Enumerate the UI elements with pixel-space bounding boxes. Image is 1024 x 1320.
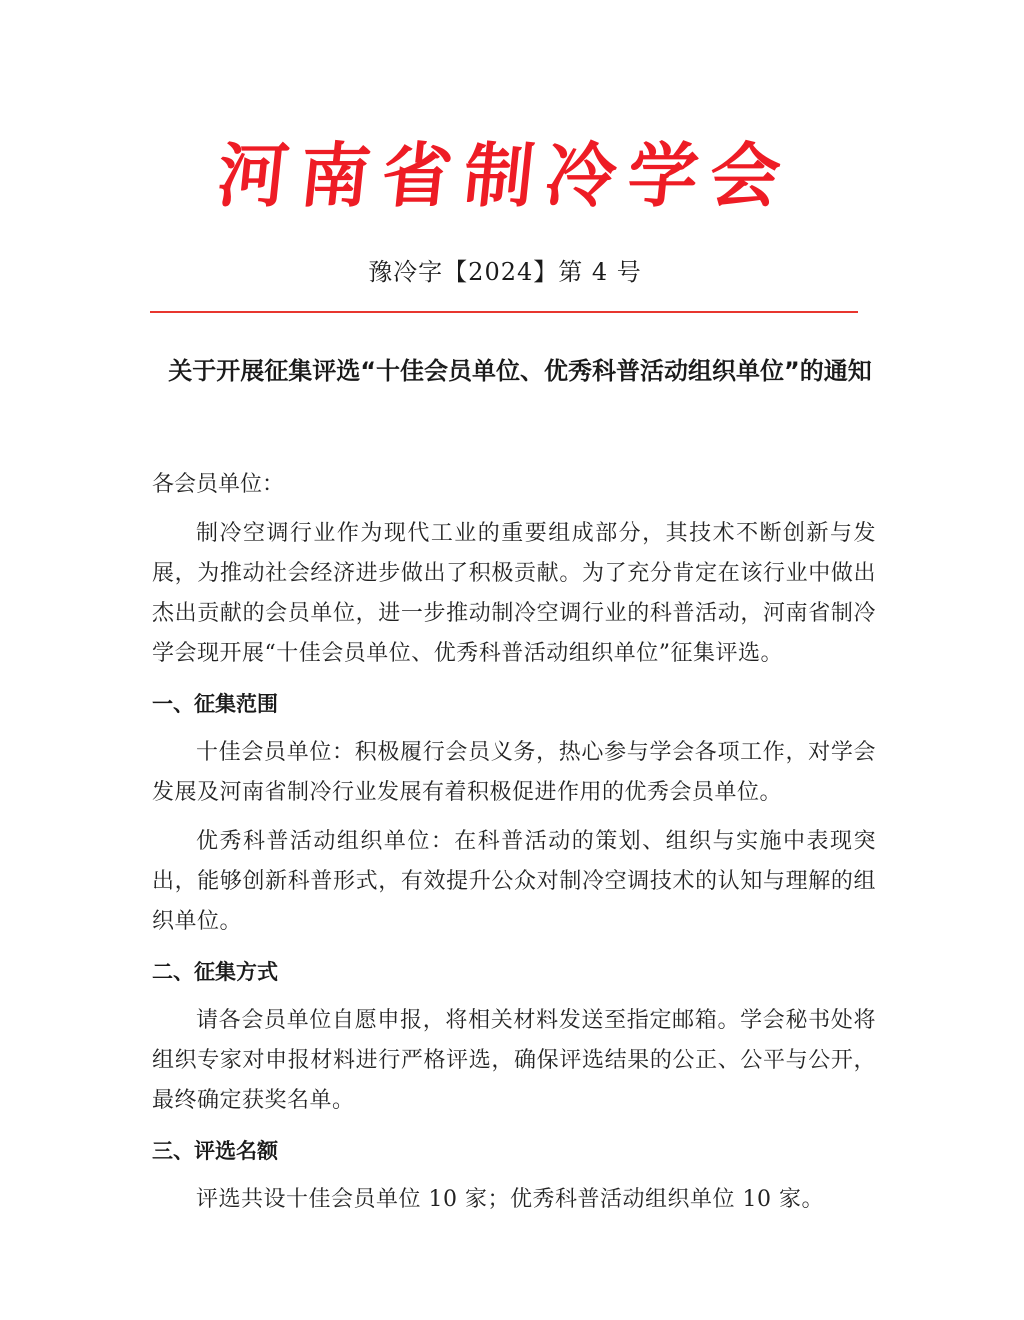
method-paragraph: 请各会员单位自愿申报，将相关材料发送至指定邮箱。学会秘书处将组织专家对申报材料进行严格评选，确保评选结果的公正、公平与公开，最终确定获奖名单。 — [152, 1008, 876, 1113]
section-heading-quota: 三、评选名额 — [152, 1139, 278, 1163]
section-heading-method: 二、征集方式 — [152, 960, 278, 984]
scope-paragraph-members: 十佳会员单位：积极履行会员义务，热心参与学会各项工作，对学会发展及河南省制冷行业发展有着积极促进作用的优秀会员单位。 — [152, 740, 876, 805]
intro-paragraph: 制冷空调行业作为现代工业的重要组成部分，其技术不断创新与发展，为推动社会经济进步做出了积极贡献。为了充分肯定在该行业中做出杰出贡献的会员单位，进一步推动制冷空调行业的科普活动，河南省制冷学会现开展“十佳会员单位、优秀科普活动组织单位”征集评选。 — [152, 521, 876, 666]
salutation: 各会员单位： — [152, 472, 285, 497]
red-divider-line — [150, 311, 858, 313]
masthead-title: 河南省制冷学会 — [213, 134, 797, 217]
notice-body — [152, 465, 876, 1220]
document-number: 豫冷字【2024】第 4 号 — [368, 258, 642, 286]
notice-title: 关于开展征集评选“十佳会员单位、优秀科普活动组织单位”的通知 — [168, 357, 872, 385]
quota-paragraph: 评选共设十佳会员单位 10 家；优秀科普活动组织单位 10 家。 — [196, 1187, 824, 1212]
section-heading-scope: 一、征集范围 — [152, 692, 278, 716]
scope-paragraph-science: 优秀科普活动组织单位：在科普活动的策划、组织与实施中表现突出，能够创新科普形式，有效提升公众对制冷空调技术的认知与理解的组织单位。 — [152, 829, 876, 934]
